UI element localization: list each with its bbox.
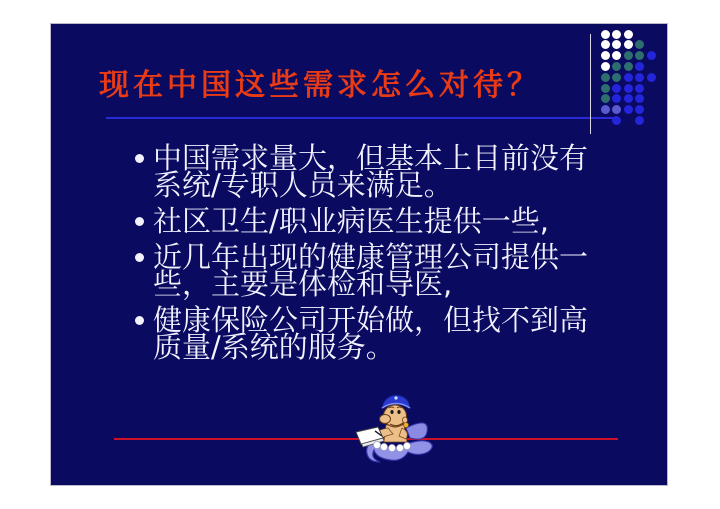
deco-dot	[601, 84, 610, 93]
deco-dot	[612, 73, 621, 82]
deco-dot	[624, 40, 633, 49]
deco-dot	[624, 30, 633, 39]
deco-dot	[612, 51, 621, 60]
bullet-icon	[135, 316, 144, 325]
bullet-text: 社区卫生/职业病医生提供一些,	[153, 204, 549, 238]
bullet-icon	[135, 253, 144, 262]
deco-dot	[635, 116, 644, 125]
bullet-text: 中国需求量大，但基本上目前没有系统/专职人员来满足。	[153, 141, 589, 202]
deco-dot	[635, 84, 644, 93]
deco-dot	[601, 51, 610, 60]
bullet-icon	[135, 154, 144, 163]
deco-dot	[635, 40, 644, 49]
deco-dot	[601, 105, 610, 114]
deco-dot	[624, 62, 633, 71]
deco-dot	[635, 62, 644, 71]
deco-dot	[635, 105, 644, 114]
bullet-text: 健康保险公司开始做，但找不到高质量/系统的服务。	[153, 303, 589, 364]
deco-dot	[612, 116, 621, 125]
deco-dot	[601, 40, 610, 49]
list-item	[153, 240, 597, 301]
deco-dot	[612, 30, 621, 39]
deco-dot	[601, 73, 610, 82]
deco-dot	[635, 51, 644, 60]
deco-dot	[601, 94, 610, 103]
deco-dot	[635, 94, 644, 103]
deco-dot	[624, 84, 633, 93]
list-item	[153, 303, 597, 364]
deco-dot	[624, 94, 633, 103]
deco-dot	[612, 84, 621, 93]
deco-dot	[647, 73, 656, 82]
genie-clipart-image	[346, 392, 441, 464]
bullet-icon	[135, 217, 144, 226]
slide	[50, 23, 668, 486]
bullet-text: 近几年出现的健康管理公司提供一些，主要是体检和导医,	[153, 240, 589, 301]
deco-dot	[612, 62, 621, 71]
deco-dot	[612, 94, 621, 103]
deco-dot	[624, 105, 633, 114]
deco-dot	[612, 105, 621, 114]
deco-dot	[635, 73, 644, 82]
deco-dot	[647, 51, 656, 60]
deco-dot	[601, 30, 610, 39]
deco-dot	[624, 51, 633, 60]
deco-dot	[624, 73, 633, 82]
deco-dot	[601, 62, 610, 71]
list-item	[153, 204, 597, 238]
slide-title: 现在中国这些需求怎么对待？	[99, 68, 541, 103]
bullet-list	[153, 141, 597, 370]
deco-dot	[612, 40, 621, 49]
list-item	[153, 141, 597, 202]
